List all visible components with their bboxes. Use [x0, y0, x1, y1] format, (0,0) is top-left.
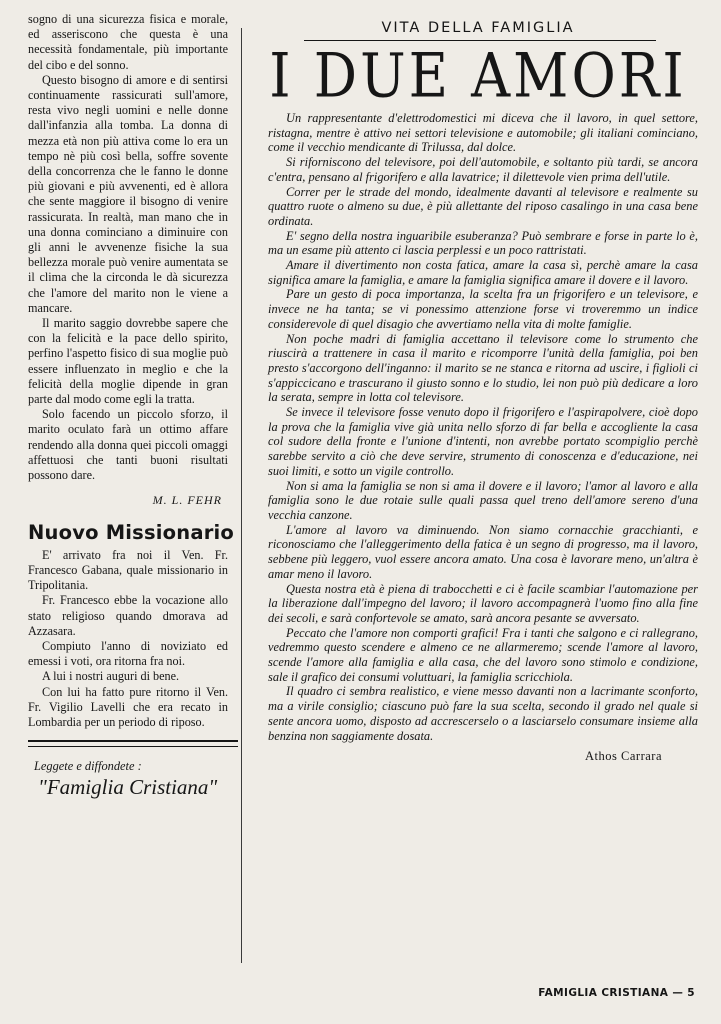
news-paragraph-3: Compiuto l'anno di noviziato ed emessi i voti, ora ritorna fra noi. — [28, 638, 228, 669]
news-title: Nuovo Missionario — [28, 520, 235, 544]
article-author: Athos Carrara — [585, 749, 662, 764]
article-body — [258, 111, 698, 743]
news-paragraph-1: E' arrivato fra noi il Ven. Fr. Francesco Gabana, quale missionario in Tripolitania. — [28, 547, 228, 593]
left-paragraph-2: Questo bisogno di amore e di sentirsi continuamente rassicurati sull'amore, resta vivo negli uomini e nelle donne dall'infanzia alla tomba. La donna di mezza età non più attiva come lo era un tempo nè più così bella, soffre sovente della concorrenza che le fanno le donne più giovani e più avvenenti, ed è allora che sente maggiore il bisogno di venire rassicurata. In realtà, man mano che in una donna cominciano a diminuire con gli anni le avvenenze fisiche la sua bellezza morale può venire aumentata se il clima che la circonda le dà sicurezza che l'amore del marito non le viene a mancare. — [28, 72, 228, 315]
column-divider — [241, 28, 242, 963]
article-paragraph-7: Non poche madri di famiglia accettano il televisore come lo strumento che riuscirà a trattenere in casa il marito e ricomporre l'unità della famiglia, poi ben presto s'accorgono dell'inganno: il marito se ne stanca e ritorna ad uscire, i figlioli ci s'appiccicano e trascurano il giusto sonno e lo studio, lei non può più dedicare a loro la serata, sempre in lotta col televisore. — [268, 331, 698, 405]
promo-line: Leggete e diffondete : — [34, 759, 142, 774]
news-paragraph-4: A lui i nostri auguri di bene. — [42, 669, 180, 684]
section-heading: VITA DELLA FAMIGLIA — [381, 20, 575, 36]
left-article-signature: M. L. FEHR — [152, 493, 222, 508]
article-paragraph-9: Non si ama la famiglia se non si ama il dovere e il lavoro; l'amor al lavoro e alla famiglia sono le due rotaie sulle quali passa quel treno dell'amore sereno d'una vecchia canzone. — [268, 478, 698, 522]
left-paragraph-3: Il marito saggio dovrebbe sapere che con la felicità e la pace dello spirito, perfino l'aspetto fisico di sua moglie può essere influenzato in meglio e che la felicità della moglie dipende in gran parte dal modo come egli la tratta. — [28, 316, 228, 407]
article-paragraph-2: Si riforniscono del televisore, poi dell'automobile, e soltanto più tardi, se ancora c'entra, pensano al frigorifero e alla lavatrice; il dilettevole vien prima dell'utile. — [268, 155, 698, 184]
article-paragraph-4: E' segno della nostra inguaribile esuberanza? Può sembrare e forse in parte lo è, ma un esame più attento ci lascia perplessi e un poco rattristati. — [268, 228, 698, 258]
news-paragraph-5: Con lui ha fatto pure ritorno il Ven. Fr. Vigilio Lavelli che era recato in Lombardia per un periodo di riposo. — [28, 684, 228, 729]
right-column — [258, 20, 698, 764]
article-headline: I DUE AMORI — [269, 40, 687, 112]
article-paragraph-5: Amare il divertimento non costa fatica, amare la casa sì, perchè amare la casa significa amare la famiglia, e amare la famiglia significa amare il dovere e il lavoro. — [268, 258, 698, 287]
left-paragraph-4: Solo facendo un piccolo sforzo, il marito oculato farà un ottimo affare rendendo alla donna quei piccoli omaggi affettuosi che tanti buoni risultati possono dare. — [28, 407, 228, 483]
article-paragraph-1: Un rappresentante d'elettrodomestici mi diceva che il lavoro, in quel settore, ristagna, mentre è attivo nei settori televisione e automobile; gli italiani cominciano, come il vecchio mendicante di Trilussa, dal dolce. — [268, 111, 698, 155]
left-column — [28, 12, 235, 800]
article-paragraph-13: Il quadro ci sembra realistico, e viene messo davanti non a lacrimante sconforto, ma a virile consiglio; ciascuno può fare la sua scelta, secondo il grado nel quale si sente ancora uomo, disposto ad accrescerselo o a lasciarselo consumare insieme alla benzina non saggiamente dosata. — [268, 684, 698, 743]
article-paragraph-11: Questa nostra età è piena di trabocchetti e ci è facile scambiar l'automazione per la liberazione dall'impegno del lavoro; il lavoro accompagnerà l'uomo fino alla fine dei secoli, e sarà confortevole se amato, sarà ancora pesante se avversato. — [268, 581, 698, 625]
news-paragraph-2: Fr. Francesco ebbe la vocazione allo stato religioso quando dmorava ad Azzasara. — [28, 593, 228, 638]
article-paragraph-8: Se invece il televisore fosse venuto dopo il frigorifero e l'aspirapolvere, cioè dopo la prova che la famiglia vive già unita nello sforzo di far bella e accogliente la casa col sudore della fronte e l'unione d'intenti, non avrebbe portato scompiglio perchè sarebbe servito a ciò che deve servire, strumento di conoscenza e d'educazione, nei suoi limiti, e sotto un vigile controllo. — [268, 405, 698, 478]
promo-magazine-name: "Famiglia Cristiana" — [38, 775, 218, 800]
article-paragraph-6: Pare un gesto di poca importanza, la scelta fra un frigorifero e un televisore, e invece ne ha tanta; se vi ponessimo attenzione forse vi troveremmo un indice considerevole di quel disagio che avvertiamo nella vita di molte famiglie. — [268, 287, 698, 331]
divider-thin — [28, 746, 238, 747]
article-paragraph-10: L'amore al lavoro va diminuendo. Non siamo cornacchie gracchianti, e riconosciamo che l'alleggerimento della fatica è un segno di progresso, ma il lavoro, sebbene più leggero, vuol essere ancora amato. Una cosa è lavorare meno, un'altra è amar meno il lavoro. — [268, 522, 698, 581]
left-paragraph-1: sogno di una sicurezza fisica e morale, ed asseriscono che questa è una necessità fondamentale, più importante del cibo e del sonno. — [28, 12, 228, 72]
divider-thick — [28, 740, 238, 742]
article-paragraph-12: Peccato che l'amore non comporti grafici! Fra i tanti che salgono e ci rallegrano, vedremmo questo scendere e almeno ce ne allarmeremo; scende l'amore al lavoro, scende l'amore alla famiglia e alla casa, che del lavoro sono stimolo e condizione, sale il grafico dei consumi voluttuari, la famiglia scricchiola. — [268, 625, 698, 684]
news-box — [28, 520, 235, 731]
article-paragraph-3: Correr per le strade del mondo, idealmente davanti al televisore e realmente su quattro ruote o almeno su due, è più allettante del riposo casalingo in una casa bene ordinata. — [268, 184, 698, 228]
page-footer: FAMIGLIA CRISTIANA — 5 — [538, 987, 695, 999]
